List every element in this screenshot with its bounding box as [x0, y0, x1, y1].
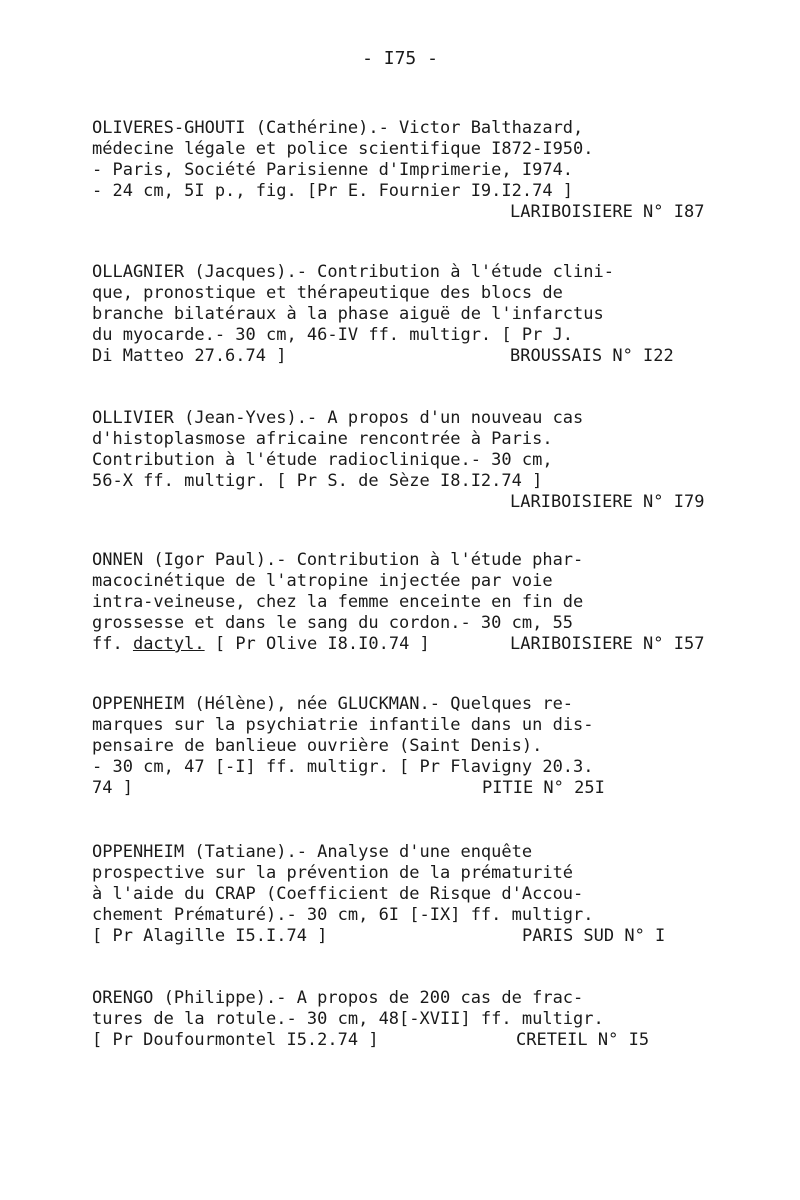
entry-line: prospective sur la prévention de la prématurité	[92, 863, 574, 883]
call-number: PARIS SUD N° I	[522, 926, 666, 946]
entry-line: - Paris, Société Parisienne d'Imprimerie, I974.	[92, 160, 574, 180]
entry-line: Di Matteo 27.6.74 ]	[92, 346, 287, 366]
entry-line: tures de la rotule.- 30 cm, 48[-XVII] ff. multigr.	[92, 1009, 604, 1029]
entry-line: à l'aide du CRAP (Coefficient de Risque d'Accou-	[92, 884, 584, 904]
entry-line: Contribution à l'étude radioclinique.- 30 cm,	[92, 450, 553, 470]
catalog-entry	[92, 550, 732, 655]
entry-line: - 24 cm, 5I p., fig. [Pr E. Fournier I9.I2.74 ]	[92, 181, 574, 201]
entry-line: d'histoplasmose africaine rencontrée à Paris.	[92, 429, 553, 449]
catalog-entry	[92, 842, 732, 947]
entry-line: branche bilatéraux à la phase aiguë de l'infarctus	[92, 304, 604, 324]
entry-text: [ Pr Olive I8.I0.74 ]	[204, 634, 430, 654]
entry-line: - 30 cm, 47 [-I] ff. multigr. [ Pr Flavigny 20.3.	[92, 757, 594, 777]
call-number: LARIBOISIERE N° I79	[510, 492, 705, 512]
entry-line: intra-veineuse, chez la femme enceinte en fin de	[92, 592, 584, 612]
entry-line: OPPENHEIM (Tatiane).- Analyse d'une enquête	[92, 842, 533, 862]
entry-text: ff.	[92, 634, 133, 654]
entry-line: OLLAGNIER (Jacques).- Contribution à l'étude clini-	[92, 262, 614, 282]
catalog-entry	[92, 118, 732, 222]
call-number: CRETEIL N° I5	[516, 1030, 650, 1050]
entry-line: 74 ]	[92, 778, 133, 798]
entry-line: [ Pr Doufourmontel I5.2.74 ]	[92, 1030, 379, 1050]
entry-line: 56-X ff. multigr. [ Pr S. de Sèze I8.I2.74 ]	[92, 471, 543, 491]
catalog-entry	[92, 408, 732, 512]
entry-line: macocinétique de l'atropine injectée par voie	[92, 571, 553, 591]
entry-line: OLLIVIER (Jean-Yves).- A propos d'un nouveau cas	[92, 408, 584, 428]
entry-line: chement Prématuré).- 30 cm, 6I [-IX] ff. multigr.	[92, 905, 594, 925]
entry-line: OPPENHEIM (Hélène), née GLUCKMAN.- Quelques re-	[92, 694, 574, 714]
entry-line: marques sur la psychiatrie infantile dans un dis-	[92, 715, 594, 735]
entry-line: médecine légale et police scientifique I872-I950.	[92, 139, 594, 159]
page-number: - I75 -	[362, 48, 438, 69]
entry-line: ONNEN (Igor Paul).- Contribution à l'étude phar-	[92, 550, 584, 570]
entry-line: [ Pr Alagille I5.I.74 ]	[92, 926, 328, 946]
call-number: PITIE N° 25I	[482, 778, 605, 798]
entry-line: ORENGO (Philippe).- A propos de 200 cas de frac-	[92, 988, 584, 1008]
catalog-entry	[92, 262, 732, 367]
entry-line: du myocarde.- 30 cm, 46-IV ff. multigr. [ Pr J.	[92, 325, 574, 345]
catalog-entry	[92, 988, 732, 1051]
entry-line: pensaire de banlieue ouvrière (Saint Denis).	[92, 736, 543, 756]
entry-line: OLIVERES-GHOUTI (Cathérine).- Victor Balthazard,	[92, 118, 584, 138]
entry-line: que, pronostique et thérapeutique des blocs de	[92, 283, 563, 303]
call-number: LARIBOISIERE N° I87	[510, 202, 705, 222]
underlined-text: dactyl.	[132, 634, 205, 654]
call-number: BROUSSAIS N° I22	[510, 346, 674, 366]
call-number: LARIBOISIERE N° I57	[510, 634, 705, 654]
entry-line: grossesse et dans le sang du cordon.- 30 cm, 55	[92, 613, 574, 633]
catalog-entry	[92, 694, 732, 799]
